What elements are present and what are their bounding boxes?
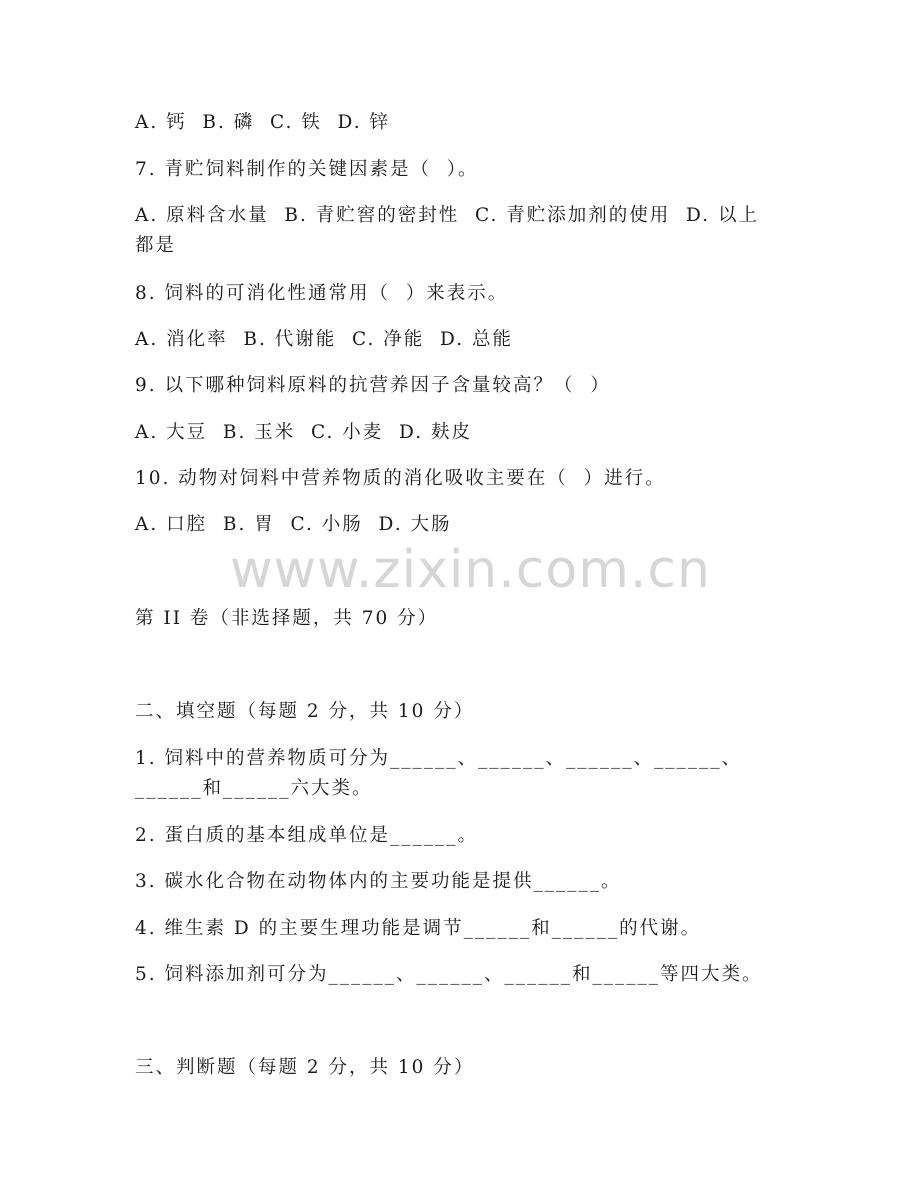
- question-8: 8. 饲料的可消化性通常用（ ）来表示。: [135, 283, 509, 304]
- watermark: www.zixin.com.cn: [230, 540, 711, 600]
- part-2-title: 第 II 卷（非选择题，共 70 分）: [135, 608, 439, 629]
- question-9: 9. 以下哪种饲料原料的抗营养因子含量较高？（ ）: [135, 375, 611, 396]
- question-7-options: A. 原料含水量 B. 青贮窖的密封性 C. 青贮添加剂的使用 D. 以上都是: [135, 205, 759, 256]
- question-6-options: A. 钙 B. 磷 C. 铁 D. 锌: [135, 112, 390, 133]
- question-8-options: A. 消化率 B. 代谢能 C. 净能 D. 总能: [135, 329, 513, 350]
- fill-in-section-title: 二、填空题（每题 2 分，共 10 分）: [135, 701, 475, 722]
- question-10-options: A. 口腔 B. 胃 C. 小肠 D. 大肠: [135, 514, 452, 535]
- question-9-options: A. 大豆 B. 玉米 C. 小麦 D. 麸皮: [135, 422, 472, 443]
- fill-question-2: 2. 蛋白质的基本组成单位是______。: [135, 825, 479, 846]
- judgment-section-title: 三、判断题（每题 2 分，共 10 分）: [135, 1057, 475, 1078]
- question-7: 7. 青贮饲料制作的关键因素是（ ）。: [135, 159, 479, 180]
- fill-question-1: 1. 饲料中的营养物质可分为______、______、______、______、______和______六大类。: [135, 748, 743, 799]
- question-10: 10. 动物对饲料中营养物质的消化吸收主要在（ ）进行。: [135, 468, 666, 489]
- fill-question-5: 5. 饲料添加剂可分为______、______、______和______等四大类。: [135, 964, 763, 985]
- fill-question-4: 4. 维生素 D 的主要生理功能是调节______和______的代谢。: [135, 918, 702, 939]
- fill-question-3: 3. 碳水化合物在动物体内的主要功能是提供______。: [135, 871, 622, 892]
